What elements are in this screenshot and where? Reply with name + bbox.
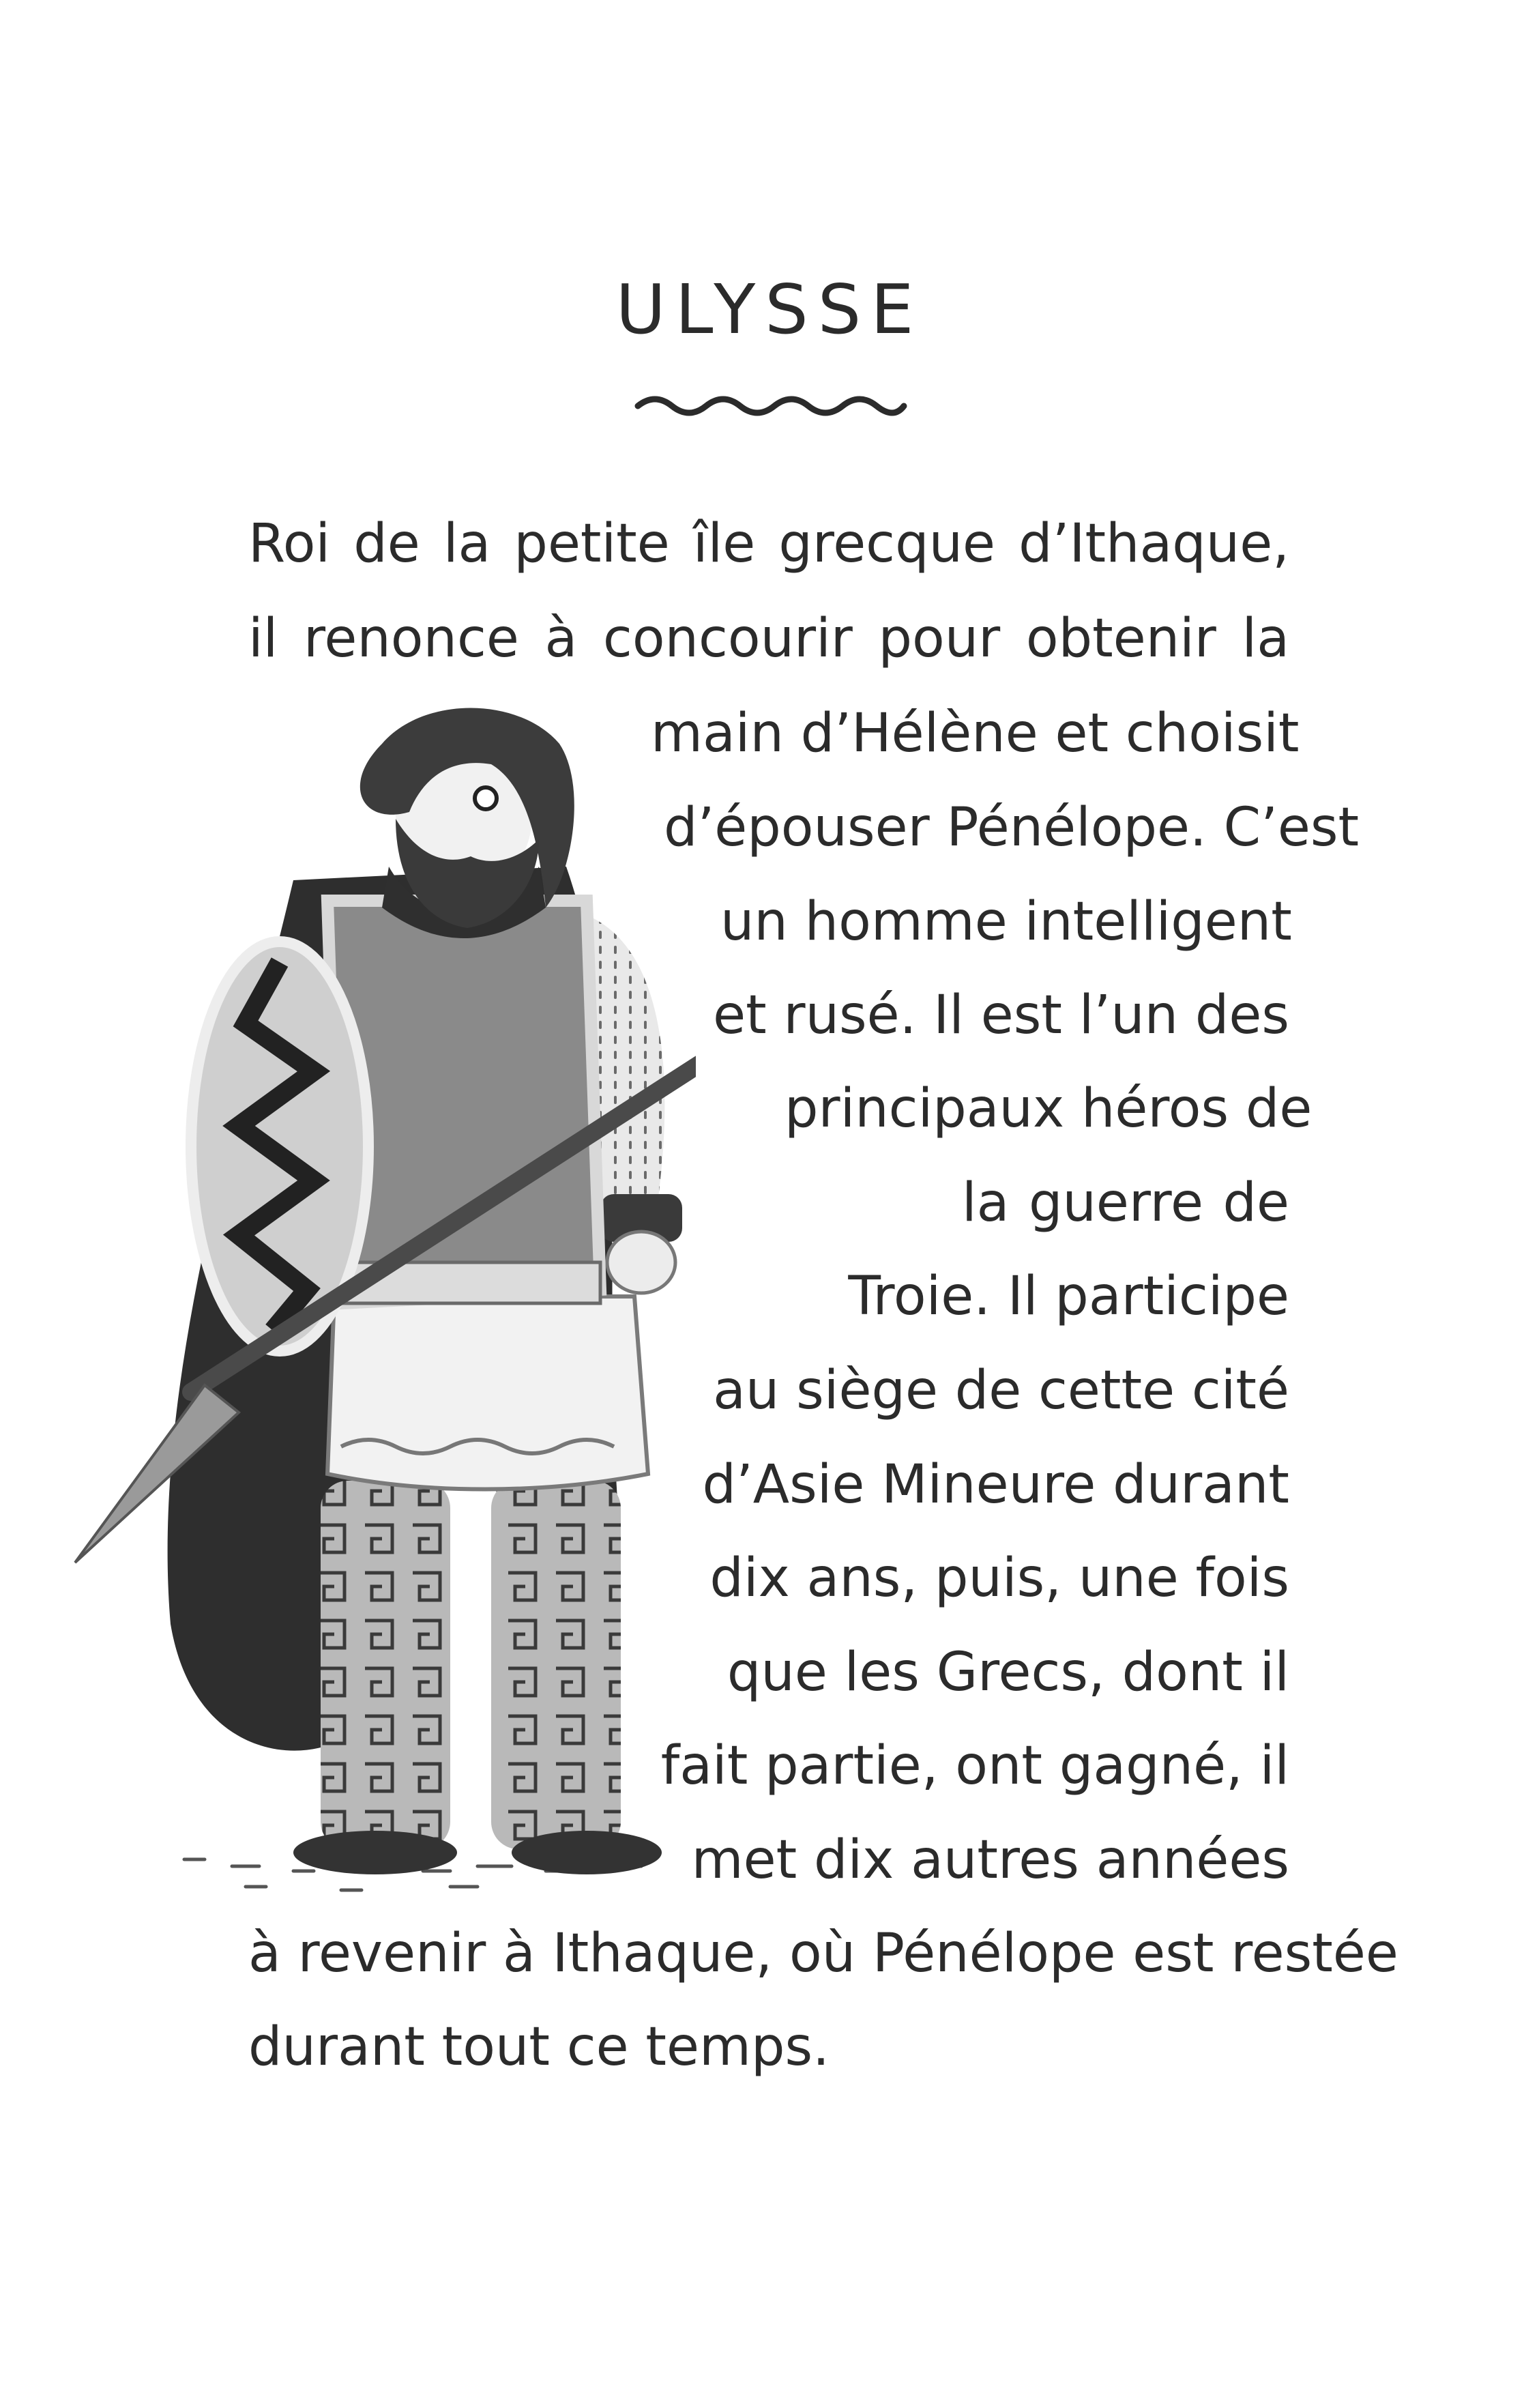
paragraph-line-1: Roi de la petite île grecque d’Ithaque, bbox=[248, 513, 1289, 575]
chapter-title: ULYSSE bbox=[615, 270, 924, 349]
paragraph-line-7: principaux héros de bbox=[785, 1078, 1313, 1140]
paragraph-line-14: fait partie, ont gagné, il bbox=[660, 1735, 1289, 1797]
paragraph-line-5: un homme intelligent bbox=[720, 891, 1292, 953]
eye bbox=[475, 787, 497, 809]
paragraph-line-10: au siège de cette cité bbox=[713, 1360, 1289, 1421]
paragraph-line-2: il renonce à concourir pour obtenir la bbox=[248, 608, 1289, 669]
paragraph-line-4: d’épouser Pénélope. C’est bbox=[664, 797, 1360, 858]
paragraph-line-8: la guerre de bbox=[962, 1172, 1289, 1234]
paragraph-line-11: d’Asie Mineure durant bbox=[702, 1454, 1289, 1515]
paragraph-line-6: et rusé. Il est l’un des bbox=[713, 985, 1289, 1046]
paragraph-line-16: à revenir à Ithaque, où Pénélope est restée bbox=[248, 1923, 1398, 1984]
paragraph-line-3: main d’Hélène et choisit bbox=[651, 703, 1300, 764]
paragraph-line-12: dix ans, puis, une fois bbox=[709, 1548, 1289, 1609]
paragraph-line-13: que les Grecs, dont il bbox=[727, 1642, 1289, 1703]
wave-divider-icon bbox=[634, 389, 907, 423]
paragraph-line-9: Troie. Il participe bbox=[848, 1266, 1289, 1327]
paragraph-line-17: durant tout ce temps. bbox=[248, 2016, 830, 2078]
paragraph-line-15: met dix autres années bbox=[691, 1829, 1289, 1891]
